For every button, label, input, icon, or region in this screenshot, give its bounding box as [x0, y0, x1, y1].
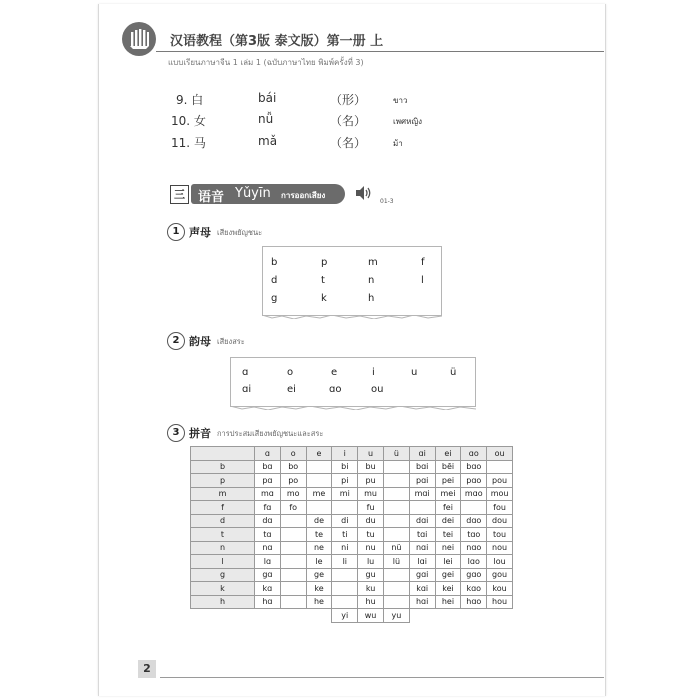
phoneme: f	[421, 257, 425, 268]
table-cell: lü	[383, 555, 409, 569]
table-cell: bu	[358, 460, 384, 474]
table-cell: bo	[280, 460, 306, 474]
table-row	[191, 609, 513, 623]
table-cell: po	[280, 474, 306, 488]
table-cell: tɑo	[461, 528, 487, 542]
table-cell	[383, 528, 409, 542]
initials-title-zh: 声母	[189, 226, 211, 239]
table-header-cell: u	[358, 447, 384, 461]
table-cell: fo	[280, 501, 306, 515]
table-cell	[280, 595, 306, 609]
vocab-item: 11. 马	[171, 136, 206, 150]
table-cell	[383, 595, 409, 609]
table-cell	[280, 528, 306, 542]
table-cell: li	[332, 555, 358, 569]
table-cell: yi	[332, 609, 358, 623]
table-cell	[332, 501, 358, 515]
table-cell	[306, 460, 332, 474]
table-cell	[306, 609, 332, 623]
table-row	[191, 487, 513, 501]
table-cell: nɑo	[461, 541, 487, 555]
vocab-pos: （名）	[330, 136, 367, 150]
table-cell: te	[306, 528, 332, 542]
table-row-label: d	[191, 514, 255, 528]
table-cell: du	[358, 514, 384, 528]
table-cell: hou	[487, 595, 513, 609]
table-row-label: m	[191, 487, 255, 501]
table-cell: mo	[280, 487, 306, 501]
section-number: 三	[170, 185, 189, 204]
phoneme: u	[411, 367, 418, 378]
table-header-cell: i	[332, 447, 358, 461]
table-header-cell: ou	[487, 447, 513, 461]
table-row-label: k	[191, 582, 255, 596]
phoneme: m	[368, 257, 378, 268]
table-cell	[383, 514, 409, 528]
table-cell	[383, 460, 409, 474]
table-cell: nɑ	[255, 541, 281, 555]
table-row	[191, 460, 513, 474]
phoneme: e	[331, 367, 338, 378]
table-row	[191, 474, 513, 488]
table-row-label: f	[191, 501, 255, 515]
vocab-pinyin: bái	[258, 91, 277, 105]
table-cell: gu	[358, 568, 384, 582]
section-title-banner	[191, 184, 345, 204]
table-cell: ne	[306, 541, 332, 555]
table-cell	[332, 568, 358, 582]
table-row	[191, 582, 513, 596]
table-cell: bɑi	[409, 460, 435, 474]
table-cell	[435, 609, 461, 623]
table-cell: lɑo	[461, 555, 487, 569]
table-cell: ni	[332, 541, 358, 555]
table-cell: gɑo	[461, 568, 487, 582]
table-cell: bɑ	[255, 460, 281, 474]
table-cell: ku	[358, 582, 384, 596]
table-cell: mu	[358, 487, 384, 501]
table-cell	[461, 501, 487, 515]
table-cell: mɑi	[409, 487, 435, 501]
phoneme: t	[321, 275, 325, 286]
table-cell	[487, 460, 513, 474]
header-subtitle: แบบเรียนภาษาจีน 1 เล่ม 1 (ฉบับภาษาไทย พิมพ์ครั้งที่ 3)	[168, 58, 364, 67]
table-cell	[409, 501, 435, 515]
section-title-pinyin: Yǔyīn	[235, 186, 271, 201]
table-cell: le	[306, 555, 332, 569]
table-cell	[383, 487, 409, 501]
vocab-pos: （名）	[330, 114, 367, 128]
vocab-pinyin: nǚ	[258, 112, 274, 126]
finals-title-zh: 韵母	[189, 335, 211, 348]
table-row-label: b	[191, 460, 255, 474]
table-cell: dɑi	[409, 514, 435, 528]
table-cell	[306, 501, 332, 515]
table-row	[191, 595, 513, 609]
table-cell: dɑ	[255, 514, 281, 528]
table-cell: pɑ	[255, 474, 281, 488]
table-row	[191, 501, 513, 515]
table-cell: nei	[435, 541, 461, 555]
phoneme: ɑo	[329, 384, 342, 395]
table-row	[191, 568, 513, 582]
initials-title-thai: เสียงพยัญชนะ	[217, 228, 263, 237]
table-cell: dɑo	[461, 514, 487, 528]
table-cell	[383, 474, 409, 488]
table-header-cell	[191, 447, 255, 461]
vocab-item: 9. 白	[176, 93, 204, 107]
subsection-number: 2	[167, 332, 185, 350]
table-cell	[383, 582, 409, 596]
subsection-number: 1	[167, 223, 185, 241]
vocab-item: 10. 女	[171, 114, 206, 128]
vocab-pos: （形）	[330, 93, 367, 107]
table-cell: dou	[487, 514, 513, 528]
table-cell: bēi	[435, 460, 461, 474]
table-cell: lu	[358, 555, 384, 569]
table-cell: fu	[358, 501, 384, 515]
phoneme: ou	[371, 384, 384, 395]
phoneme: d	[271, 275, 278, 286]
table-cell: pou	[487, 474, 513, 488]
finals-title-thai: เสียงสระ	[217, 337, 245, 346]
table-cell: wu	[358, 609, 384, 623]
pinyin-combination-table	[190, 446, 513, 623]
table-cell: yu	[383, 609, 409, 623]
table-cell: mɑo	[461, 487, 487, 501]
section-title-zh: 语音	[198, 190, 225, 205]
phoneme: ei	[287, 384, 296, 395]
table-cell: tu	[358, 528, 384, 542]
table-cell: lou	[487, 555, 513, 569]
finals-box	[230, 357, 476, 407]
table-cell: pei	[435, 474, 461, 488]
table-row	[191, 514, 513, 528]
phoneme: g	[271, 293, 278, 304]
table-row-label: h	[191, 595, 255, 609]
table-cell	[280, 568, 306, 582]
table-cell: mou	[487, 487, 513, 501]
table-header-cell: ɑ	[255, 447, 281, 461]
table-cell	[255, 609, 281, 623]
table-cell: tɑi	[409, 528, 435, 542]
initials-box	[262, 246, 442, 316]
table-cell: mei	[435, 487, 461, 501]
table-header-cell: ɑo	[461, 447, 487, 461]
phoneme: ɑi	[242, 384, 252, 395]
table-cell: pu	[358, 474, 384, 488]
footer-rule	[160, 677, 604, 678]
phoneme: l	[421, 275, 424, 286]
table-cell: tou	[487, 528, 513, 542]
table-cell: bɑo	[461, 460, 487, 474]
phoneme: n	[368, 275, 375, 286]
table-cell: ke	[306, 582, 332, 596]
table-cell: lɑi	[409, 555, 435, 569]
table-cell: kou	[487, 582, 513, 596]
combo-title-zh: 拼音	[189, 427, 211, 440]
table-cell: fou	[487, 501, 513, 515]
section-title-thai: การออกเสียง	[281, 191, 326, 200]
table-header-cell: ei	[435, 447, 461, 461]
phoneme: b	[271, 257, 278, 268]
phoneme: p	[321, 257, 328, 268]
table-cell: pɑi	[409, 474, 435, 488]
table-cell: ti	[332, 528, 358, 542]
table-cell: nü	[383, 541, 409, 555]
table-cell	[280, 541, 306, 555]
vocab-thai: ม้า	[393, 139, 403, 148]
table-cell	[280, 514, 306, 528]
table-cell: bi	[332, 460, 358, 474]
table-cell: hɑo	[461, 595, 487, 609]
table-cell: gei	[435, 568, 461, 582]
table-header-row	[191, 447, 513, 461]
table-row-label: g	[191, 568, 255, 582]
phoneme: ɑ	[242, 367, 249, 378]
table-cell: nou	[487, 541, 513, 555]
table-cell: hu	[358, 595, 384, 609]
table-cell	[280, 555, 306, 569]
page-number: 2	[138, 660, 156, 678]
table-cell: me	[306, 487, 332, 501]
table-cell: kɑ	[255, 582, 281, 596]
table-cell	[306, 474, 332, 488]
table-cell: ge	[306, 568, 332, 582]
table-cell: pɑo	[461, 474, 487, 488]
table-row-label	[191, 609, 255, 623]
table-row	[191, 528, 513, 542]
vocab-thai: ขาว	[393, 96, 408, 105]
table-row	[191, 555, 513, 569]
combo-title-thai: การประสมเสียงพยัญชนะและสระ	[217, 429, 324, 438]
table-cell: hɑi	[409, 595, 435, 609]
table-cell	[383, 501, 409, 515]
table-row-label: l	[191, 555, 255, 569]
table-cell: pi	[332, 474, 358, 488]
table-cell: hei	[435, 595, 461, 609]
book-logo-icon	[122, 22, 156, 56]
table-cell: de	[306, 514, 332, 528]
table-header-cell: e	[306, 447, 332, 461]
table-cell	[461, 609, 487, 623]
table-cell	[487, 609, 513, 623]
table-cell: gou	[487, 568, 513, 582]
table-cell: mi	[332, 487, 358, 501]
table-cell: kɑi	[409, 582, 435, 596]
header-rule	[156, 51, 604, 52]
table-row-label: n	[191, 541, 255, 555]
table-header-cell: ü	[383, 447, 409, 461]
table-cell: fɑ	[255, 501, 281, 515]
table-cell: lɑ	[255, 555, 281, 569]
table-cell: nɑi	[409, 541, 435, 555]
subsection-number: 3	[167, 424, 185, 442]
table-cell: di	[332, 514, 358, 528]
vocab-pinyin: mǎ	[258, 134, 278, 148]
table-cell: hɑ	[255, 595, 281, 609]
table-cell: mɑ	[255, 487, 281, 501]
table-cell	[332, 582, 358, 596]
table-row	[191, 541, 513, 555]
table-cell: he	[306, 595, 332, 609]
audio-track-code: 01-3	[380, 198, 394, 205]
table-cell: gɑi	[409, 568, 435, 582]
speaker-icon[interactable]	[354, 184, 374, 202]
table-cell: gɑ	[255, 568, 281, 582]
vocab-thai: เพศหญิง	[393, 117, 423, 126]
table-cell	[280, 582, 306, 596]
table-cell: kɑo	[461, 582, 487, 596]
table-cell: kei	[435, 582, 461, 596]
table-cell: nu	[358, 541, 384, 555]
table-cell	[383, 568, 409, 582]
table-cell: fei	[435, 501, 461, 515]
phoneme: i	[372, 367, 375, 378]
phoneme: k	[321, 293, 327, 304]
phoneme: o	[287, 367, 294, 378]
phoneme: h	[368, 293, 375, 304]
table-header-cell: ɑi	[409, 447, 435, 461]
table-cell	[409, 609, 435, 623]
table-header-cell: o	[280, 447, 306, 461]
table-cell: lei	[435, 555, 461, 569]
table-cell	[332, 595, 358, 609]
header-title: 汉语教程（第3版 泰文版）第一册 上	[170, 34, 384, 49]
table-row-label: t	[191, 528, 255, 542]
phoneme: ü	[450, 367, 457, 378]
table-cell: dei	[435, 514, 461, 528]
table-row-label: p	[191, 474, 255, 488]
table-cell: tei	[435, 528, 461, 542]
table-cell	[280, 609, 306, 623]
table-cell: tɑ	[255, 528, 281, 542]
